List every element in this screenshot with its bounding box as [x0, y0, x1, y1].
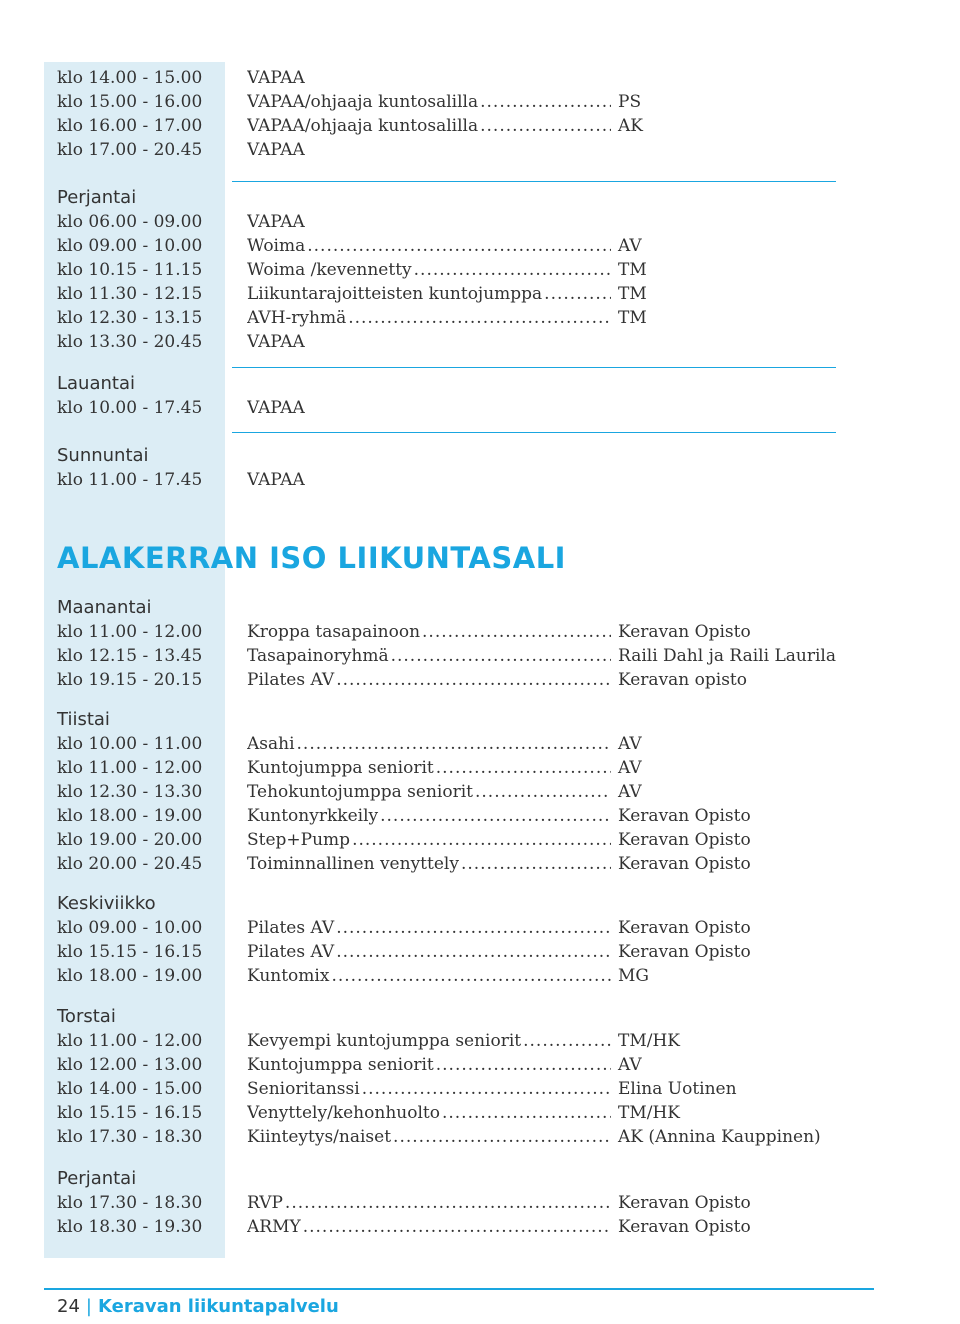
time-slot: klo 20.00 - 20.45 [57, 854, 203, 874]
activity-name: VAPAA [247, 68, 305, 88]
activity-row [247, 828, 611, 852]
instructor: Keravan Opisto [618, 830, 751, 850]
instructor: Raili Dahl ja Raili Laurila [618, 646, 836, 666]
leader-dots [461, 852, 611, 876]
instructor: TM/HK [618, 1103, 680, 1123]
activity-name: Kevyempi kuntojumppa seniorit [247, 1031, 522, 1051]
activity-name: Pilates AV [247, 670, 335, 690]
instructor: Keravan Opisto [618, 1217, 751, 1237]
time-slot: klo 09.00 - 10.00 [57, 918, 203, 938]
leader-dots [544, 282, 611, 306]
leader-dots [436, 1053, 611, 1077]
activity-row [247, 1215, 611, 1239]
leader-dots [380, 804, 611, 828]
activity-name: RVP [247, 1193, 283, 1213]
activity-row [247, 330, 611, 354]
activity-name: VAPAA [247, 332, 305, 352]
activity-row [247, 964, 611, 988]
activity-row [247, 780, 611, 804]
time-slot: klo 12.30 - 13.15 [57, 308, 203, 328]
activity-name: Kroppa tasapainoon [247, 622, 421, 642]
time-slot: klo 17.00 - 20.45 [57, 140, 203, 160]
activity-row [247, 1101, 611, 1125]
instructor: AV [618, 782, 642, 802]
time-slot: klo 14.00 - 15.00 [57, 68, 203, 88]
activity-name: Liikuntarajoitteisten kuntojumppa [247, 284, 543, 304]
footer-title: Keravan liikuntapalvelu [97, 1296, 339, 1317]
leader-dots [303, 1215, 611, 1239]
leader-dots [362, 1077, 611, 1101]
activity-name: AVH-ryhmä [247, 308, 347, 328]
day-heading: Perjantai [57, 187, 137, 208]
time-slot: klo 11.00 - 12.00 [57, 758, 203, 778]
time-slot: klo 15.00 - 16.00 [57, 92, 203, 112]
time-slot: klo 19.15 - 20.15 [57, 670, 203, 690]
footer-separator: | [85, 1296, 92, 1317]
activity-name: Woima /kevennetty [247, 260, 412, 280]
activity-name: Tehokuntojumppa seniorit [247, 782, 473, 802]
leader-dots [297, 732, 611, 756]
leader-dots [480, 114, 611, 138]
activity-row [247, 644, 611, 668]
activity-row [247, 1125, 611, 1149]
activity-row [247, 756, 611, 780]
activity-name: VAPAA [247, 140, 305, 160]
day-heading: Lauantai [57, 373, 135, 394]
activity-row [247, 852, 611, 876]
instructor: TM/HK [618, 1031, 680, 1051]
activity-row [247, 1191, 611, 1215]
activity-row [247, 90, 611, 114]
instructor: Keravan Opisto [618, 854, 751, 874]
leader-dots [475, 780, 611, 804]
activity-row [247, 1053, 611, 1077]
instructor: Keravan Opisto [618, 918, 751, 938]
time-slot: klo 12.30 - 13.30 [57, 782, 203, 802]
leader-dots [414, 258, 611, 282]
activity-row [247, 804, 611, 828]
divider-line [232, 367, 836, 368]
activity-name: Senioritanssi [247, 1079, 360, 1099]
activity-row [247, 1077, 611, 1101]
activity-row [247, 258, 611, 282]
instructor: Keravan opisto [618, 670, 748, 690]
instructor: AV [618, 734, 642, 754]
time-slot: klo 13.30 - 20.45 [57, 332, 203, 352]
time-slot: klo 12.15 - 13.45 [57, 646, 203, 666]
time-slot: klo 10.15 - 11.15 [57, 260, 203, 280]
activity-name: Kuntojumppa seniorit [247, 1055, 434, 1075]
time-slot: klo 11.00 - 12.00 [57, 622, 203, 642]
day-heading: Tiistai [57, 709, 110, 730]
activity-row [247, 620, 611, 644]
instructor: MG [618, 966, 649, 986]
activity-row [247, 732, 611, 756]
activity-row [247, 668, 611, 692]
activity-row [247, 940, 611, 964]
instructor: Keravan Opisto [618, 1193, 751, 1213]
activity-row [247, 1029, 611, 1053]
activity-name: Kuntonyrkkeily [247, 806, 379, 826]
activity-name: Kiinteytys/naiset [247, 1127, 392, 1147]
activity-name: VAPAA [247, 212, 305, 232]
activity-name: Woima [247, 236, 306, 256]
activity-name: Venyttely/kehonhuolto [247, 1103, 440, 1123]
time-slot: klo 14.00 - 15.00 [57, 1079, 203, 1099]
time-slot: klo 12.00 - 13.00 [57, 1055, 203, 1075]
activity-name: VAPAA [247, 470, 305, 490]
leader-dots [436, 756, 611, 780]
time-slot: klo 15.15 - 16.15 [57, 942, 203, 962]
activity-name: VAPAA [247, 398, 305, 418]
time-slot: klo 16.00 - 17.00 [57, 116, 203, 136]
activity-name: VAPAA/ohjaaja kuntosalilla [247, 116, 479, 136]
leader-dots [393, 1125, 611, 1149]
time-slot: klo 06.00 - 09.00 [57, 212, 203, 232]
activity-row [247, 66, 611, 90]
instructor: Keravan Opisto [618, 622, 751, 642]
time-slot: klo 18.00 - 19.00 [57, 966, 203, 986]
activity-name: Kuntomix [247, 966, 330, 986]
time-slot: klo 10.00 - 17.45 [57, 398, 203, 418]
leader-dots [391, 644, 611, 668]
day-heading: Maanantai [57, 597, 152, 618]
leader-dots [336, 916, 611, 940]
time-slot: klo 11.00 - 12.00 [57, 1031, 203, 1051]
instructor: TM [618, 260, 647, 280]
leader-dots [336, 940, 611, 964]
page-footer [57, 1294, 339, 1320]
time-slot: klo 09.00 - 10.00 [57, 236, 203, 256]
activity-row [247, 306, 611, 330]
page-number: 24 [57, 1296, 80, 1317]
day-heading: Torstai [57, 1006, 116, 1027]
activity-row [247, 114, 611, 138]
activity-row [247, 396, 611, 420]
leader-dots [336, 668, 611, 692]
activity-row [247, 468, 611, 492]
instructor: AK (Annina Kauppinen) [618, 1127, 821, 1147]
time-slot: klo 19.00 - 20.00 [57, 830, 203, 850]
day-heading: Perjantai [57, 1168, 137, 1189]
time-slot: klo 17.30 - 18.30 [57, 1193, 203, 1213]
time-slot: klo 17.30 - 18.30 [57, 1127, 203, 1147]
instructor: AV [618, 1055, 642, 1075]
instructor: TM [618, 284, 647, 304]
activity-row [247, 916, 611, 940]
day-heading: Keskiviikko [57, 893, 156, 914]
activity-name: Toiminnallinen venyttely [247, 854, 459, 874]
activity-name: Tasapainoryhmä [247, 646, 389, 666]
activity-row [247, 210, 611, 234]
divider-line [232, 181, 836, 182]
day-heading: Sunnuntai [57, 445, 149, 466]
activity-row [247, 234, 611, 258]
instructor: AV [618, 236, 642, 256]
activity-row [247, 138, 611, 162]
activity-name: Step+Pump [247, 830, 351, 850]
instructor: Elina Uotinen [618, 1079, 737, 1099]
leader-dots [331, 964, 611, 988]
activity-name: Kuntojumppa seniorit [247, 758, 434, 778]
time-slot: klo 10.00 - 11.00 [57, 734, 203, 754]
leader-dots [285, 1191, 611, 1215]
leader-dots [352, 828, 611, 852]
footer-divider [44, 1288, 874, 1290]
activity-name: VAPAA/ohjaaja kuntosalilla [247, 92, 479, 112]
leader-dots [480, 90, 611, 114]
instructor: AK [618, 116, 643, 136]
activity-name: Pilates AV [247, 942, 335, 962]
instructor: TM [618, 308, 647, 328]
leader-dots [422, 620, 611, 644]
leader-dots [348, 306, 611, 330]
activity-name: ARMY [247, 1217, 301, 1237]
section-title: ALAKERRAN ISO LIIKUNTASALI [57, 541, 566, 575]
time-slot: klo 18.30 - 19.30 [57, 1217, 203, 1237]
instructor: Keravan Opisto [618, 806, 751, 826]
activity-name: Asahi [247, 734, 295, 754]
leader-dots [523, 1029, 611, 1053]
activity-row [247, 282, 611, 306]
time-slot: klo 11.00 - 17.45 [57, 470, 203, 490]
instructor: AV [618, 758, 642, 778]
time-slot: klo 15.15 - 16.15 [57, 1103, 203, 1123]
instructor: PS [618, 92, 642, 112]
leader-dots [442, 1101, 611, 1125]
instructor: Keravan Opisto [618, 942, 751, 962]
divider-line [232, 432, 836, 433]
time-slot: klo 18.00 - 19.00 [57, 806, 203, 826]
activity-name: Pilates AV [247, 918, 335, 938]
leader-dots [307, 234, 611, 258]
time-slot: klo 11.30 - 12.15 [57, 284, 203, 304]
